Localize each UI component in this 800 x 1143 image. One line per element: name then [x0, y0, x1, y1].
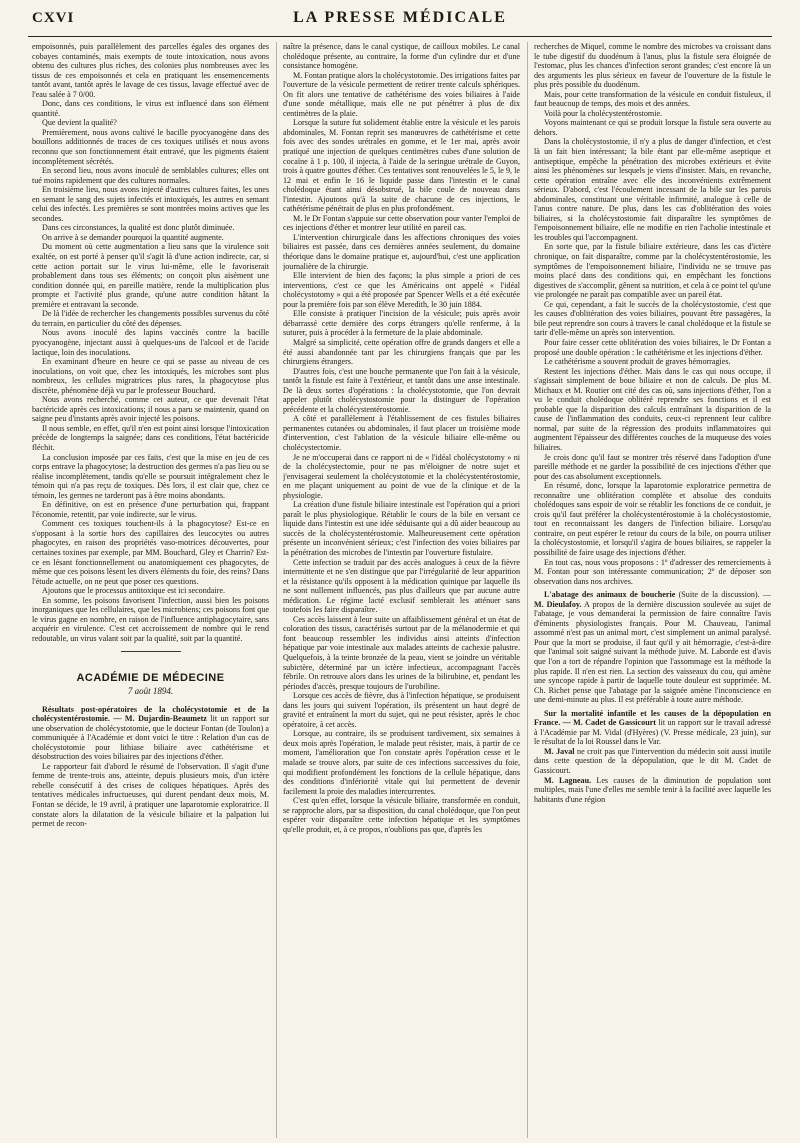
paragraph: Dans la cholécystostomie, il n'y a plus de danger d'infection, et c'est là un fait bien intéressant; la bile étant par elle-même aseptique et antiseptique, empêche la pénétration des microbes extérieurs et évite ainsi les phénomènes sur lesquels je viens d'insister. Mais, en revanche, cette opération entraîne avec elle des inconvénients extrêmement sérieux. D'abord, c'est l'écoulement incessant de la bile sur les parois abdominales, constituant une véritable infirmité, analogue à celle de l'anus contre nature. De plus, dans les cas d'oblitération des voies biliaires, si la cholécystostomie fait disparaître les symptômes de l'empoisonnement biliaire, elle ne modifie en rien l'acholie intestinale et les troubles qui l'accompagnent. [534, 137, 771, 242]
paragraph [534, 776, 771, 805]
paragraph: En second lieu, nous avons inoculé de semblables cultures; elles ont tué moins rapidement que des cultures normales. [32, 166, 269, 185]
paragraph: En somme, les poisons favorisent l'infection, aussi bien les poisons inorganiques que les cellulaires, que les microbiens; ces poisons font que le virus gagne en nombre, en raison de l'influence antiphagocytaire, sans acquérir en virulence. C'est cet accroissement de nombre qui le rend redoutable, un virus valant soit par la qualité, soit par la quantité. [32, 595, 269, 643]
paragraph: Dans ces circonstances, la qualité est donc plutôt diminuée. [42, 223, 235, 233]
paragraph: Pour faire cesser cette oblitération des voies biliaires, le Dr Fontan a proposé une double opération : le cathétérisme et les injections d'éther. [534, 337, 771, 357]
paragraph: Malgré sa simplicité, cette opération offre de grands dangers et elle a été aussi abandonnée tant par les chirurgiens français que par les chirurgiens étrangers. [283, 337, 520, 367]
paragraph: En définitive, on est en présence d'une perturbation qui, frappant l'économie, retentit, par voie indirecte, sur le virus. [32, 500, 269, 519]
report-text: lit un rapport sur une observation de cholécystotomie, que le docteur Fontan (de Toulon) a communiquée à l'Académie et dont voici le titre : Relation d'un cas de cholécystotomie pour lithiase biliaire avec cathétérisme et désobstruction des voies biliaires par des injections d'éther. [32, 714, 269, 762]
paragraph: D'autres fois, c'est une bouche permanente que l'on fait à la vésicule, tantôt la fistule est faite à l'extérieur, et tantôt dans une anse intestinale. De là deux sortes d'opérations : la cholécystotomie, que l'on devrait appeler plutôt cholécystostomie pour la distinguer de l'opération précédente et la cholécystentérostomie. [283, 366, 520, 414]
paragraph: A côté et parallèlement à l'établissement de ces fistules biliaires permanentes cutanées ou abdominales, il faut placer un troisième mode d'intervention, c'est l'ablation de la vésicule biliaire elle-même ou cholécystectomie. [283, 414, 520, 452]
paragraph: Cette infection se traduit par des accès analogues à ceux de la fièvre intermittente et ne s'en distingue que par l'irrégularité de leur apparition et la résistance qu'ils opposent à la médication quinique par laquelle ils ne sont nullement influencés, pas plus d'ailleurs que par aucune autre médication. Le régime lacté exclusif semblerait les atténuer sans toutefois les faire disparaître. [283, 557, 520, 615]
paragraph: M. le Dr Fontan s'appuie sur cette observation pour vanter l'emploi de ces injections d'éther et montrer leur utilité en pareil cas. [283, 213, 520, 233]
paragraph: Il nous semble, en effet, qu'il n'en est point ainsi lorsque l'intoxication précède de longtemps la saignée; dans ces conditions, l'état bactéricide fléchit. [32, 423, 269, 452]
journal-title: LA PRESSE MÉDICALE [293, 9, 507, 26]
paragraph: Lorsque ces accès de fièvre, dus à l'infection hépatique, se produisent dans les jours qui suivent l'opération, ils présentent un haut degré de gravité et entraînent la mort du sujet, qui ne peut résister, après le choc opératoire, à cet accès. [283, 691, 520, 729]
paragraph: Ajoutons que le processus antitoxique est ici secondaire. [42, 586, 225, 596]
speaker-name: M. Lagneau. [544, 775, 592, 785]
page-number: CXVI [32, 10, 75, 26]
paragraph: Elle intervient de bien des façons; la plus simple a priori de ces interventions, c'est ce que les Américains ont appelé « l'idéal cholécystotomy » qui a été proposée par Spencer Wells et a été exécutée pour la première fois par son élève Meredith, le 30 juin 1884. [283, 271, 520, 309]
report-headline: Sur la mortalité infantile et les causes de la dépopulation en France. — M. Cadet de Gassicourt [534, 708, 771, 728]
paragraph: On arrive à se demander pourquoi la quantité augmente. [42, 232, 224, 242]
header-rule [28, 36, 772, 37]
paragraph: En troisième lieu, nous avons injecté d'autres cultures faites, les unes en semant le sang des sujets infectés et intoxiqués, les autres en semant celui des infectés. Les premières se sont montrées moins actives que les secondes. [32, 185, 269, 223]
paragraph: Lorsque la suture fut solidement établie entre la vésicule et les parois abdominales, M. Fontan reprit ses manœuvres de cathétérisme et cette fois avec des sondes urétrales en gomme, et le 1er mai, après avoir pratiqué une injection de quelques centimètres cubes d'une solution de cocaïne à 1 p. 100, il injecta, à l'aide de la seringue urétrale de Guyon, trois à quatre gouttes d'éther. Ces tentatives sont renouvelées le 5, le 9, le 12 mai et enfin le 16 le liquide passe dans l'intestin et le canal cholédoque étant ainsi désobstrué, la bile coule de nouveau dans l'intestin. Ajoutons qu'à la suite de chacune de ces injections, le cathétérisme pénétrait de plus en plus profondément. [283, 118, 520, 214]
section-date: 7 août 1894. [127, 686, 174, 696]
paragraph: Elle consiste à pratiquer l'incision de la vésicule; puis après avoir débarrassé cette dernière des corps étrangers qu'elle renferme, à la suturer, puis à procéder à la fermeture de la plaie abdominale. [283, 309, 520, 338]
paragraph: Voilà pour la cholécystentérostomie. [544, 108, 663, 118]
report-headline: L'abatage des animaux de boucherie [544, 590, 676, 600]
report-text: lit un rapport sur le travail adressé à l'Académie par M. Vidal (d'Hyères) (V. Presse médicale, 23 juin), sur le résultat de la loi Roussel dans le Var. [534, 718, 771, 747]
paragraph: Restent les injections d'éther. Mais dans le cas qui nous occupe, il s'agissait simplement de boue biliaire et non de calculs. De plus M. Michaux et M. Routier ont cité des cas où, sans injections d'éther, l'on a vu le conduit cholédoque oblitéré reprendre ses fonctions et il est probable que la disparition des calculs entraînant la disparition de la cause de l'inflammation des conduits, ceux-ci reprennent leur calibre normal, par suite de la régression des produits inflammatoires qui augmentent l'épaisseur des différentes couches de la muqueuse des voies biliaires. [534, 366, 771, 452]
paragraph: Je ne m'occuperai dans ce rapport ni de « l'idéal cholécystotomy » ni de la cholécystectomie, pour ne pas m'éloigner de notre sujet et j'envisagerai seulement la cholécystotomie et la cholécystentérostomie, en me plaçant uniquement au point de vue de la clinique et de la physiologie. [283, 452, 520, 500]
paragraph: M. Fontan pratique alors la cholécystotomie. Des irrigations faites par l'ouverture de la vésicule permettent de retirer trente calculs sphériques. On fit alors une tentative de cathétérisme des voies biliaires à l'aide d'une sonde métallique, mais elle ne put pénétrer à plus de dix centimètres de la plaie. [283, 70, 520, 118]
column-3 [534, 42, 771, 1138]
report-text: A propos de la dernière discussion soulevée au sujet de l'abatage, je vous demanderai la permission de faire connaître l'avis d'éminents physiologistes français. Pour M. Chauveau, l'animal assommé n'est pas un animal mort, c'est simplement un animal paralysé. Pour que la mort se produise, il faut qu'il y ait hémorragie, c'est-à-dire que l'animal soit saigné suivant la méthode juive. M. Laborde est d'avis que l'on a tort de répandre l'opinion que l'assommage est la méthode la plus rapide. Il n'en est rien. La section des vaisseaux du cou, qui amène une syncope rapide à partir de laquelle toute douleur est supprimée. M. Ch. Richet pense que l'abatage par la saignée amène l'inconscience en une demi-minute au plus. Il est préférable à toute autre méthode. [534, 599, 771, 705]
paragraph: Le cathétérisme a souvent produit de graves hémorragies. [544, 357, 731, 367]
report-paragraph [534, 709, 771, 747]
paragraph: Le rapporteur fait d'abord le résumé de l'observation. Il s'agit d'une femme de trente-trois ans, atteinte, depuis plusieurs mois, d'un ictère rebelle consécutif à des crises de coliques hépatiques. Après des tentatives médicales infructueuses, qui durent pendant deux mois, M. Fontan se décide, le 19 avril, à pratiquer une laparotomie exploratrice. Il constate alors la dilatation de la vésicule biliaire et la palpation lui permet de recon- [32, 761, 269, 829]
paragraph: De là l'idée de rechercher les changements possibles survenus du côté du terrain, en particulier du côté des dépenses. [32, 309, 269, 328]
paragraph: Nous avons inoculé des lapins vaccinés contre la bacille pyocyanogène, injectant aussi à quelques-uns de l'alcool et de l'acide lactique, loin des inoculations. [32, 328, 269, 357]
paragraph-text: ne croit pas que l'intervention du médecin soit aussi inutile dans cette question de la dépopulation, que le dit M. Cadet de Gassicourt. [534, 746, 771, 776]
column-1 [32, 42, 269, 1138]
paragraph: Lorsque, au contraire, ils se produisent tardivement, six semaines à deux mois après l'opération, le malade peut résister, mais, à partir de ce moment, l'amélioration que l'on constate après l'opération cesse et le malade se trouve alors, par suite de ces infections successives du foie, qui modifient profondément les fonctions de la cellule hépatique, dans des conditions d'infériorité vitale qui lui permettent de devenir facilement la proie des maladies intercurrentes. [283, 729, 520, 796]
page-header [0, 0, 800, 38]
paragraph: En examinant d'heure en heure ce qui se passe au niveau de ces inoculations, on voit que, chez les intoxiqués, les microbes sont plus nombreux, les cellules migratrices plus rares, la phagocytose plus discrète, phénomène déjà vu par le professeur Bouchard. [32, 357, 269, 395]
paragraph: Mais, pour cette transformation de la vésicule en conduit fistuleux, il faut beaucoup de temps, des mois et des années. [534, 89, 771, 109]
paragraph: Donc, dans ces conditions, le virus est influencé dans son élément quantité. [32, 99, 269, 118]
paragraph: Que devient la qualité? [42, 118, 117, 128]
paragraph: recherches de Miquel, comme le nombre des microbes va croissant dans le tube digestif du duodénum à l'anus, plus la fistule sera éloignée de l'estomac, plus les chances d'infection seront grandes; c'est encore là un des arguments les plus sérieux en faveur de l'ouverture de la fistule le plus près possible du duodénum. [534, 42, 771, 90]
paragraph-text: Les causes de la diminution de population sont multiples, mais l'une d'elles me semble tenir à la facilité avec laquelle les habitants d'une région [534, 775, 771, 804]
report-headline: Résultats post-opératoires de la cholécystotomie et de la cholécystentérostomie. — M. Dujardin-Beaumetz [32, 704, 269, 724]
paragraph: En résumé, donc, lorsque la laparotomie exploratrice permettra de reconnaître une oblitération complète et absolue des conduits cholédoques sans espoir de voir se rétablir les fonctions de ce conduit, je crois qu'il faut préférer la cholécystentérostomie à la cholécystostomie, tout en reconnaissant les dangers de l'infection biliaire. Lorsqu'au contraire, on peut espérer le retour du cours de la bile, on pourra utiliser la cholécystostomie, et lorsqu'il s'agira de boues biliaires, se rappeler la possibilité de faire usage des injections d'éther. [534, 481, 771, 557]
paragraph: Du moment où cette augmentation a lieu sans que la virulence soit exaltée, on est porté à penser qu'il s'agit là d'une action indirecte, car, si cette action portait sur le virus lui-même, elle le favoriserait probablement dans tous ses éléments; on conçoit plus aisément une condition donnée qui, en pareille matière, rende la multiplication plus prompte et l'activité plus grande, qu'une autre condition hâtant la première et entravant la seconde. [32, 242, 269, 309]
paragraph: empoisonnés, puis parallèlement des parcelles égales des organes des cobayes contaminés, mais exempts de toute intoxication, nous avons obtenu des cultures plus riches, des colonies plus nombreuses avec les tissus de ces empoisonnés et cela en pratiquant les ensemencements tantôt avant, tantôt après le lavage de ces tissus, lavage effectué avec de l'eau salée à 7 0/00. [32, 42, 269, 99]
paragraph: naître la présence, dans le canal cystique, de cailloux mobiles. Le canal cholédoque présente, au contraire, la forme d'un cylindre dur et d'une consistance homogène. [283, 42, 520, 71]
paragraph: Je crois donc qu'il faut se montrer très réservé dans l'adoption d'une pareille méthode et ne garder la possibilité de ces injections d'éther que pour des cas absolument exceptionnels. [534, 452, 771, 481]
speaker-name: M. Javal [544, 746, 575, 756]
paragraph: Voyons maintenant ce qui se produit lorsque la fistule sera ouverte au dehors. [534, 118, 771, 137]
section-separator [121, 651, 181, 652]
report-paragraph [32, 705, 269, 762]
paragraph: Ce qui, cependant, a fait le succès de la cholécystostomie, c'est que les causes d'oblitération des voies biliaires, pouvant être passagères, la bile peut reprendre son cours à travers le canal cholédoque et la fistule se tarir d'elle-même un après son intervention. [534, 299, 771, 338]
paragraph: En sorte que, par la fistule biliaire extérieure, dans les cas d'ictère chronique, on fait disparaître, comme par la cholécystentérostomie, les symptômes de l'empoisonnement biliaire, l'individu ne se trouve pas moins placé dans des conditions qui, en empêchant les fonctions digestives de s'accomplir, gênent sa nutrition, et cela à ce point tel qu'une vie prolongée ne paraît pas compatible avec un pareil état. [534, 242, 771, 300]
paragraph: En tout cas, nous vous proposons : 1º d'adresser des remerciements à M. Fontan pour son intéressante communication; 2º de déposer son observation dans nos archives. [534, 557, 771, 586]
report-reference: (Suite de la discussion). — [675, 590, 771, 600]
paragraph: Premièrement, nous avons cultivé le bacille pyocyanogène dans des bouillons additionnés de traces de ces toxiques utilisés et nous avons reconnu que son fonctionnement était entravé, que les pigments étaient incomplètement sécrétés. [32, 127, 269, 166]
paragraph: Comment ces toxiques touchent-ils à la phagocytose? Est-ce en s'opposant à la sortie hors des capillaires des leucocytes ou autres phagocytes, en raison des propriétés vaso-motrices découvertes, pour certaines toxines par exemple, par MM. Bouchard, Gley et Charrin? Est-ce en lésant fonctionnellement ou anatomiquement ces phagocytes, de même que ces poisons lèsent les divers éléments du foie, des reins? Dans l'étude actuelle, on ne peut que poser ces questions. [32, 519, 269, 586]
paragraph: La création d'une fistule biliaire intestinale est l'opération qui a priori paraît le plus physiologique. Rétablir le cours de la bile en versant ce liquide dans l'intestin est une idée séduisante qui a dû aider beaucoup au succès de la cholécystentérostomie. Malheureusement cette opération présente un inconvénient sérieux; c'est l'infection des voies biliaires par la pénétration des microbes de l'intestin par l'ouverture fistulaire. [283, 500, 520, 557]
section-title: ACADÉMIE DE MÉDECINE [76, 672, 225, 685]
report-paragraph [534, 590, 771, 705]
paragraph [534, 747, 771, 776]
paragraph: C'est qu'en effet, lorsque la vésicule biliaire, transformée en conduit, se rapproche alors, par sa disposition, du canal cholédoque, que l'on peut espérer voir disparaître cette infection hépatique et les symptômes qu'elle produit, et, à ce propos, n'oublions pas que, d'après les [283, 796, 520, 834]
article-columns [32, 42, 772, 1138]
column-2 [283, 42, 520, 1138]
report-author: M. Dieulafoy. [534, 599, 582, 609]
paragraph: La conclusion imposée par ces faits, c'est que la mise en jeu de ces corps entrave la phagocytose; la destruction des germes n'a pas lieu ou se réalise incomplètement, tandis qu'elle se poursuit intégralement chez le témoin qui n'a pas reçu de toxiques. Dès lors, il est clair que, chez ce témoin, les germes ne tarderont pas à être moins abondants. [32, 452, 269, 500]
paragraph: Nous avons recherché, comme cet auteur, ce que devenait l'état bactéricide après ces intoxications; il nous a paru se maintenir, quand on saigne peu d'instants après avoir injecté les poisons. [32, 395, 269, 424]
paragraph: L'intervention chirurgicale dans les affections chroniques des voies biliaires est passée, dans ces dernières années seulement, du domaine théorique dans le domaine pratique et, aujourd'hui, c'est une application journalière de la chirurgie. [283, 232, 520, 271]
paragraph: Ces accès laissent à leur suite un affaiblissement général et un état de coloration des tissus, caractérisés surtout par de la mélanodermie et qui font beaucoup ressembler les individus ainsi atteints d'infection hépatique par voie intestinale aux malades atteints de cachexie palustre. Quelquefois, à la teinte bronzée de la peau, vient se joindre un véritable subictère, déterminé par un ictère infectieux, accompagnant l'accès fébrile. On retrouve alors dans les urines de la bilirubine, et, pendant les périodes d'accès, presque toujours de l'urobiline. [283, 614, 520, 691]
